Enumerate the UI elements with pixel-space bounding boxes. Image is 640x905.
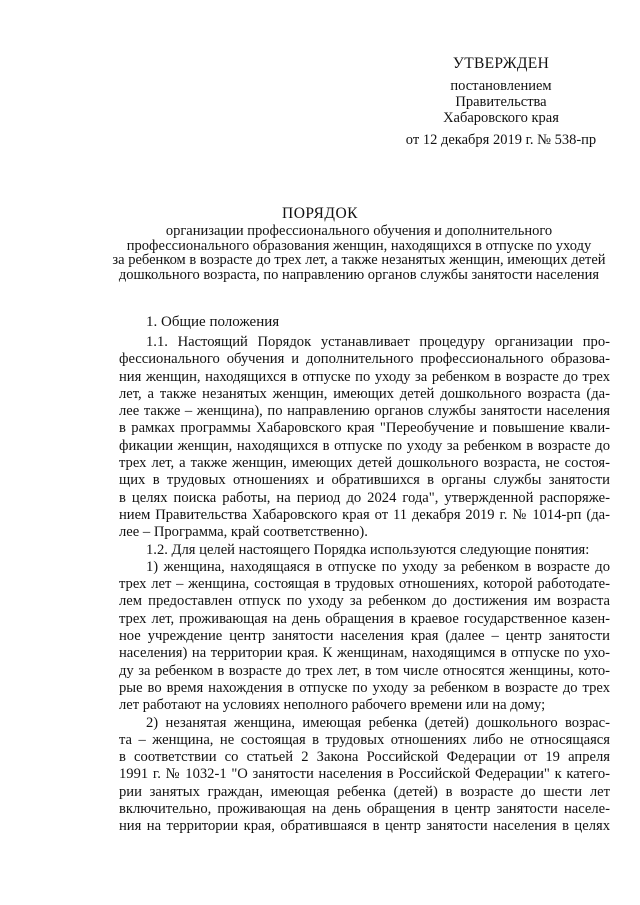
- text-line: ду за ребенком в возрасте до трех лет, в том числе относятся женщины, кото-: [119, 662, 610, 679]
- text-line: лее также – женщина), по направлению органов службы занятости населения: [119, 403, 610, 420]
- text-line: в рамках программы Хабаровского края "Переобучение и повышение квали-: [119, 420, 610, 437]
- text-line: лем предоставлен отпуск по уходу за ребенком до достижения им возраста: [119, 593, 610, 610]
- approval-stamp: [396, 56, 606, 148]
- subtitle-line: организации профессионального обучения и дополнительного: [165, 223, 553, 239]
- text-line: нием Правительства Хабаровского края от 11 декабря 2019 г. № 1014-рп (да-: [119, 506, 610, 523]
- text-line: та – женщина, не состоящая в трудовых отношениях либо не относящаяся: [119, 731, 610, 748]
- body-text: [119, 334, 610, 836]
- text-line: 2) незанятая женщина, имеющая ребенка (детей) дошкольного возрас-: [146, 714, 610, 731]
- text-line: ное учреждение центр занятости населения края (далее – центр занятости: [119, 628, 610, 645]
- text-line: фессионального обучения и дополнительного профессионального образова-: [119, 351, 610, 368]
- section-heading: 1. Общие положения: [146, 314, 280, 330]
- text-line: трех лет, а также женщин, имеющих детей дошкольного возраста, не состоя-: [119, 455, 610, 472]
- text-line: рии занятых граждан, имеющая ребенка (детей) в возрасте до шести лет: [119, 783, 610, 800]
- text-line: ния женщин, находящихся в отпуске по уходу за ребенком в возрасте до трех: [119, 368, 610, 385]
- text-line: 1.2. Для целей настоящего Порядка используются следующие понятия:: [146, 541, 590, 558]
- text-line: фикации женщин, находящихся в отпуске по уходу за ребенком в возрасте до: [119, 437, 610, 454]
- text-line: 1) женщина, находящаяся в отпуске по уходу за ребенком в возрасте до: [146, 558, 610, 575]
- subtitle-line: профессионального образования женщин, находящихся в отпуске по уходу: [126, 237, 592, 254]
- text-line: лет работают на условиях неполного рабочего времени или на дому;: [119, 697, 546, 714]
- text-line: включительно, проживающая на день обращения в центр занятости населе-: [119, 801, 610, 818]
- subtitle-line: за ребенком в возрасте до трех лет, а также незанятых женщин, имеющих детей: [112, 252, 606, 268]
- text-line: ния на территории края, обратившаяся в центр занятости населения в целях: [119, 818, 610, 835]
- approval-title: УТВЕРЖДЕН: [452, 55, 550, 72]
- text-line: лее – Программа, край соответственно).: [119, 524, 368, 541]
- approval-date: от 12 декабря 2019 г. № 538-пр: [405, 132, 597, 148]
- approval-line: Правительства: [455, 94, 547, 110]
- document-subtitle: [100, 224, 618, 282]
- subtitle-line: дошкольного возраста, по направлению органов службы занятости населения: [118, 266, 600, 283]
- document-title: ПОРЯДОК: [282, 205, 358, 222]
- text-line: 1991 г. № 1032-1 "О занятости населения в Российской Федерации" к катего-: [119, 766, 610, 783]
- text-line: трех лет – женщина, состоящая в трудовых отношениях, которой работодате-: [119, 576, 610, 593]
- approval-line: постановлением: [450, 78, 552, 94]
- text-line: рые во время нахождения в отпуске по уходу за ребенком в возрасте до трех: [119, 679, 610, 696]
- text-line: в соответствии со статьей 2 Закона Российской Федерации от 19 апреля: [119, 749, 610, 766]
- text-line: населения) на территории края. К женщинам, находящимся в отпуске по ухо-: [119, 645, 610, 662]
- text-line: лет, а также незанятых женщин, имеющих детей дошкольного возраста (да-: [119, 385, 610, 402]
- text-line: щих в трудовых отношениях и обратившихся в органы службы занятости: [119, 472, 610, 489]
- approval-line: Хабаровского края: [443, 110, 559, 126]
- text-line: в целях поиска работы, на период до 2024 года", утвержденной распоряже-: [119, 489, 610, 506]
- text-line: трех лет, проживающая на день обращения в краевое государственное казен-: [119, 610, 610, 627]
- text-line: 1.1. Настоящий Порядок устанавливает процедуру организации про-: [146, 334, 610, 350]
